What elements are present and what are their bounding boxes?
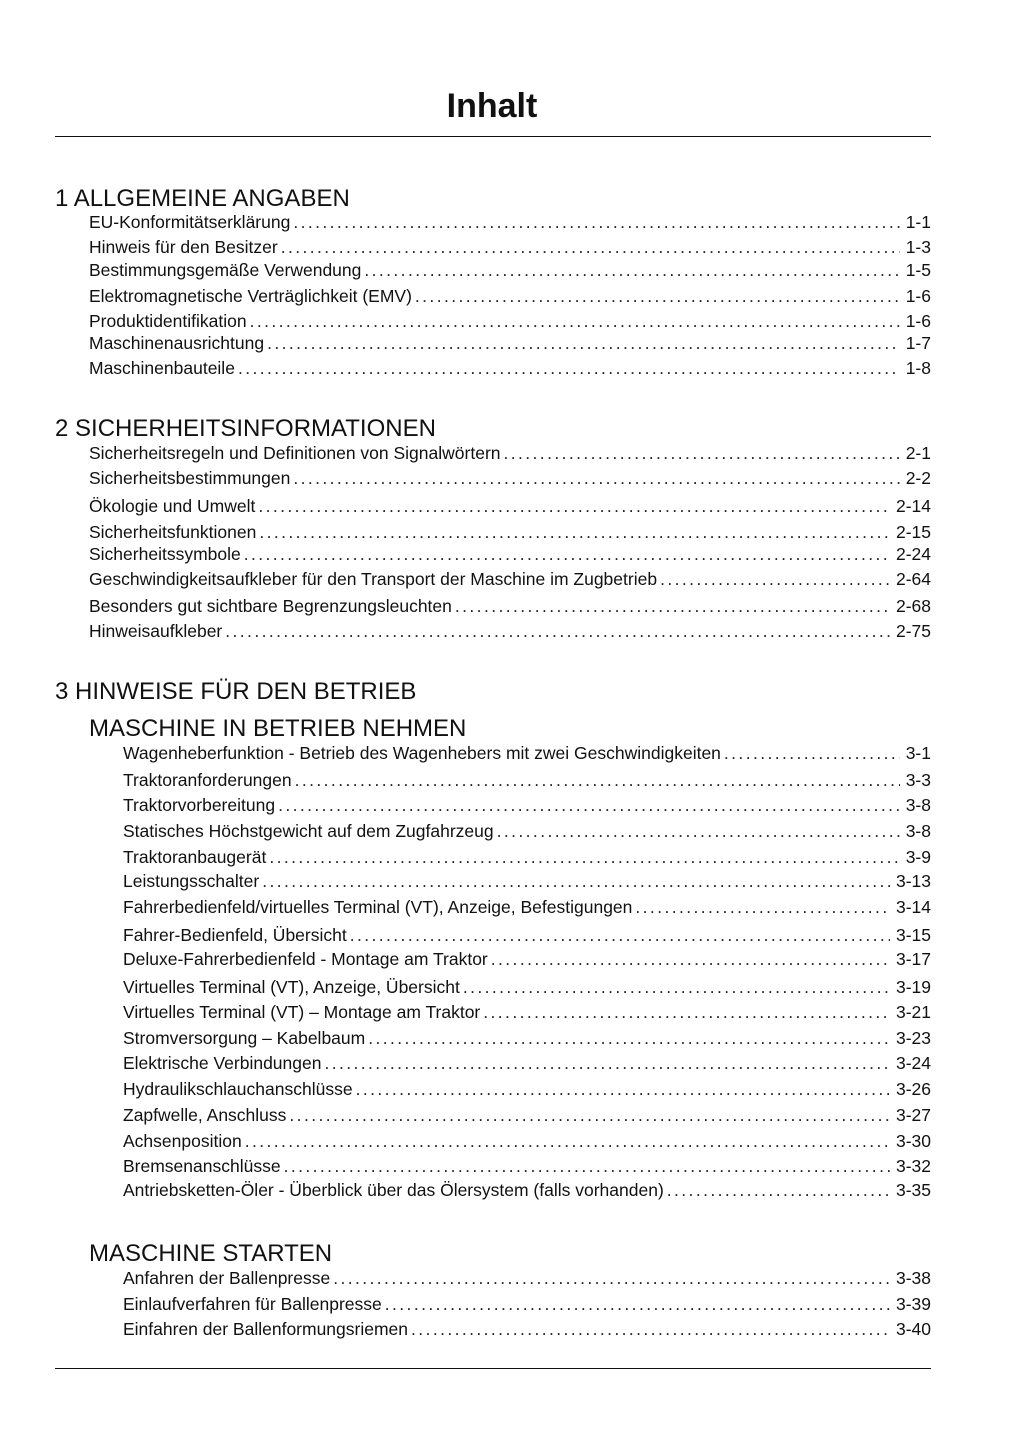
- toc-entry-label: Sicherheitsfunktionen: [89, 522, 257, 542]
- toc-leader: [660, 567, 890, 591]
- toc-entry[interactable]: [123, 1154, 931, 1178]
- toc-leader: [356, 1077, 890, 1101]
- toc-entry-page: 3-24: [895, 1053, 931, 1073]
- toc-entry[interactable]: [89, 331, 931, 355]
- toc-leader: [269, 845, 899, 869]
- toc-entry-label: Traktoranbaugerät: [123, 847, 267, 867]
- toc-leader: [262, 869, 890, 893]
- toc-entry[interactable]: [89, 258, 931, 282]
- toc-entry[interactable]: [123, 768, 931, 792]
- toc-entry[interactable]: [123, 819, 931, 843]
- toc-entry-label: Zapfwelle, Anschluss: [123, 1105, 287, 1125]
- toc-entry-page: 2-68: [895, 596, 931, 616]
- toc-entry-page: 3-40: [895, 1319, 931, 1339]
- toc-leader: [324, 1051, 890, 1075]
- toc-entry-label: Ökologie und Umwelt: [89, 496, 256, 516]
- toc-entry[interactable]: [123, 975, 931, 999]
- toc-leader: [497, 819, 900, 843]
- toc-entry-label: Einfahren der Ballenformungsriemen: [123, 1319, 409, 1339]
- toc-leader: [411, 1317, 890, 1341]
- toc-leader: [267, 331, 900, 355]
- toc-leader: [278, 793, 900, 817]
- toc-entry-label: Elektromagnetische Verträglichkeit (EMV): [89, 286, 412, 306]
- toc-entry[interactable]: [123, 869, 931, 893]
- toc-entry-page: 3-8: [905, 821, 931, 841]
- toc-entry-label: Sicherheitssymbole: [89, 544, 241, 564]
- toc-entry-page: 3-8: [905, 795, 931, 815]
- chapter-heading: 3 HINWEISE FÜR DEN BETRIEB: [55, 678, 417, 705]
- toc-leader: [463, 975, 890, 999]
- toc-entry[interactable]: [123, 923, 931, 947]
- chapter-heading: 1 ALLGEMEINE ANGABEN: [55, 185, 350, 212]
- toc-entry[interactable]: [123, 1292, 931, 1316]
- toc-leader: [289, 1103, 890, 1127]
- toc-entry-page: 3-35: [895, 1180, 931, 1200]
- toc-entry-label: Virtuelles Terminal (VT) – Montage am Traktor: [123, 1002, 481, 1022]
- toc-entry-label: Geschwindigkeitsaufkleber für den Transport der Maschine im Zugbetrieb: [89, 569, 658, 589]
- toc-entry[interactable]: [123, 895, 931, 919]
- toc-leader: [225, 619, 890, 643]
- toc-entry-label: Bremsenanschlüsse: [123, 1156, 281, 1176]
- toc-leader: [245, 1129, 890, 1153]
- toc-entry-label: Wagenheberfunktion - Betrieb des Wagenhebers mit zwei Geschwindigkeiten: [123, 743, 721, 763]
- toc-entry-page: 3-30: [895, 1131, 931, 1151]
- toc-entry-page: 3-39: [895, 1294, 931, 1314]
- toc-leader: [364, 258, 899, 282]
- toc-leader: [455, 594, 890, 618]
- toc-entry-label: Anfahren der Ballenpresse: [123, 1268, 331, 1288]
- toc-entry-page: 2-2: [905, 468, 931, 488]
- toc-entry-page: 3-32: [895, 1156, 931, 1176]
- toc-entry-page: 3-13: [895, 871, 931, 891]
- toc-leader: [368, 1026, 890, 1050]
- toc-entry[interactable]: [123, 1026, 931, 1050]
- toc-entry-label: Produktidentifikation: [89, 311, 247, 331]
- toc-entry[interactable]: [123, 793, 931, 817]
- toc-entry-label: Bestimmungsgemäße Verwendung: [89, 260, 362, 280]
- toc-entry-page: 3-1: [905, 743, 931, 763]
- toc-leader: [238, 356, 900, 380]
- toc-entry[interactable]: [89, 210, 931, 234]
- toc-leader: [293, 210, 899, 234]
- toc-entry[interactable]: [123, 1317, 931, 1341]
- toc-entry-label: Einlaufverfahren für Ballenpresse: [123, 1294, 382, 1314]
- toc-leader: [504, 441, 900, 465]
- toc-entry-label: Hydraulikschlauchanschlüsse: [123, 1079, 353, 1099]
- toc-entry-page: 1-3: [905, 237, 931, 257]
- toc-entry-page: 3-17: [895, 949, 931, 969]
- toc-leader: [415, 284, 900, 308]
- toc-entry-page: 3-21: [895, 1002, 931, 1022]
- toc-entry-label: Fahrerbedienfeld/virtuelles Terminal (VT), Anzeige, Befestigungen: [123, 897, 633, 917]
- toc-entry-label: Traktoranforderungen: [123, 770, 292, 790]
- toc-leader: [724, 741, 900, 765]
- toc-entry-label: Achsenposition: [123, 1131, 242, 1151]
- toc-entry[interactable]: [89, 494, 931, 518]
- toc-entry-page: 3-14: [895, 897, 931, 917]
- toc-leader: [385, 1292, 890, 1316]
- toc-entry-label: Statisches Höchstgewicht auf dem Zugfahrzeug: [123, 821, 494, 841]
- toc-leader: [483, 1000, 890, 1024]
- toc-entry[interactable]: [89, 594, 931, 618]
- toc-entry[interactable]: [123, 1103, 931, 1127]
- toc-leader: [244, 542, 890, 566]
- toc-entry[interactable]: [123, 1129, 931, 1153]
- toc-entry[interactable]: [89, 309, 931, 333]
- toc-leader: [258, 494, 890, 518]
- toc-entry[interactable]: [123, 1077, 931, 1101]
- toc-entry-label: Sicherheitsregeln und Definitionen von Signalwörtern: [89, 443, 501, 463]
- toc-entry-label: Maschinenausrichtung: [89, 333, 265, 353]
- section-heading: MASCHINE IN BETRIEB NEHMEN: [89, 715, 467, 742]
- toc-entry-page: 1-6: [905, 286, 931, 306]
- toc-entry[interactable]: [89, 567, 931, 591]
- toc-entry-page: 2-1: [905, 443, 931, 463]
- toc-entry-label: Deluxe-Fahrerbedienfeld - Montage am Traktor: [123, 949, 488, 969]
- toc-entry[interactable]: [89, 466, 931, 490]
- toc-entry-page: 2-64: [895, 569, 931, 589]
- toc-entry-page: 2-75: [895, 621, 931, 641]
- toc-entry-page: 2-14: [895, 496, 931, 516]
- toc-entry-label: Besonders gut sichtbare Begrenzungsleuchten: [89, 596, 452, 616]
- toc-entry-page: 3-9: [905, 847, 931, 867]
- toc-entry[interactable]: [89, 441, 931, 465]
- toc-entry-page: 2-15: [895, 522, 931, 542]
- toc-leader: [333, 1266, 890, 1290]
- toc-entry-page: 3-26: [895, 1079, 931, 1099]
- toc-entry[interactable]: [89, 520, 931, 544]
- toc-entry-label: Traktorvorbereitung: [123, 795, 276, 815]
- toc-entry-page: 1-6: [905, 311, 931, 331]
- toc-entry-label: Hinweis für den Besitzer: [89, 237, 278, 257]
- toc-entry[interactable]: [123, 741, 931, 765]
- title-divider: [55, 136, 931, 137]
- chapter-heading: 2 SICHERHEITSINFORMATIONEN: [55, 415, 436, 442]
- toc-entry-page: 1-1: [905, 212, 931, 232]
- toc-entry-page: 1-5: [905, 260, 931, 280]
- toc-entry[interactable]: [123, 1051, 931, 1075]
- toc-entry-page: 1-7: [905, 333, 931, 353]
- toc-entry-page: 1-8: [905, 358, 931, 378]
- footer-divider: [55, 1368, 931, 1369]
- toc-entry-page: 3-19: [895, 977, 931, 997]
- toc-entry[interactable]: [123, 1266, 931, 1290]
- toc-entry[interactable]: [89, 235, 931, 259]
- toc-entry-page: 3-3: [905, 770, 931, 790]
- toc-entry[interactable]: [89, 542, 931, 566]
- toc-entry-page: 3-38: [895, 1268, 931, 1288]
- page-title: Inhalt: [446, 87, 538, 125]
- toc-entry[interactable]: [89, 356, 931, 380]
- toc-leader: [667, 1178, 890, 1202]
- toc-entry-label: Elektrische Verbindungen: [123, 1053, 322, 1073]
- toc-leader: [635, 895, 890, 919]
- toc-leader: [284, 1154, 890, 1178]
- toc-entry-label: EU-Konformitätserklärung: [89, 212, 291, 232]
- toc-entry-page: 3-15: [895, 925, 931, 945]
- toc-leader: [491, 947, 890, 971]
- toc-entry-label: Maschinenbauteile: [89, 358, 235, 378]
- toc-leader: [259, 520, 890, 544]
- toc-entry[interactable]: [123, 845, 931, 869]
- toc-entry-label: Sicherheitsbestimmungen: [89, 468, 291, 488]
- toc-entry-label: Virtuelles Terminal (VT), Anzeige, Übersicht: [123, 977, 460, 997]
- toc-entry-label: Hinweisaufkleber: [89, 621, 223, 641]
- toc-entry-page: 3-27: [895, 1105, 931, 1125]
- section-heading: MASCHINE STARTEN: [89, 1240, 333, 1267]
- toc-leader: [293, 466, 899, 490]
- toc-entry[interactable]: [123, 1178, 931, 1202]
- toc-entry-label: Stromversorgung – Kabelbaum: [123, 1028, 366, 1048]
- toc-leader: [281, 235, 900, 259]
- toc-entry[interactable]: [123, 1000, 931, 1024]
- toc-entry[interactable]: [123, 947, 931, 971]
- toc-entry-page: 2-24: [895, 544, 931, 564]
- toc-entry-page: 3-23: [895, 1028, 931, 1048]
- toc-leader: [250, 309, 900, 333]
- toc-leader: [350, 923, 890, 947]
- toc-entry-label: Antriebsketten-Öler - Überblick über das Ölersystem (falls vorhanden): [123, 1180, 664, 1200]
- toc-entry-label: Leistungsschalter: [123, 871, 260, 891]
- toc-entry[interactable]: [89, 619, 931, 643]
- toc-entry-label: Fahrer-Bedienfeld, Übersicht: [123, 925, 347, 945]
- toc-entry[interactable]: [89, 284, 931, 308]
- toc-leader: [295, 768, 900, 792]
